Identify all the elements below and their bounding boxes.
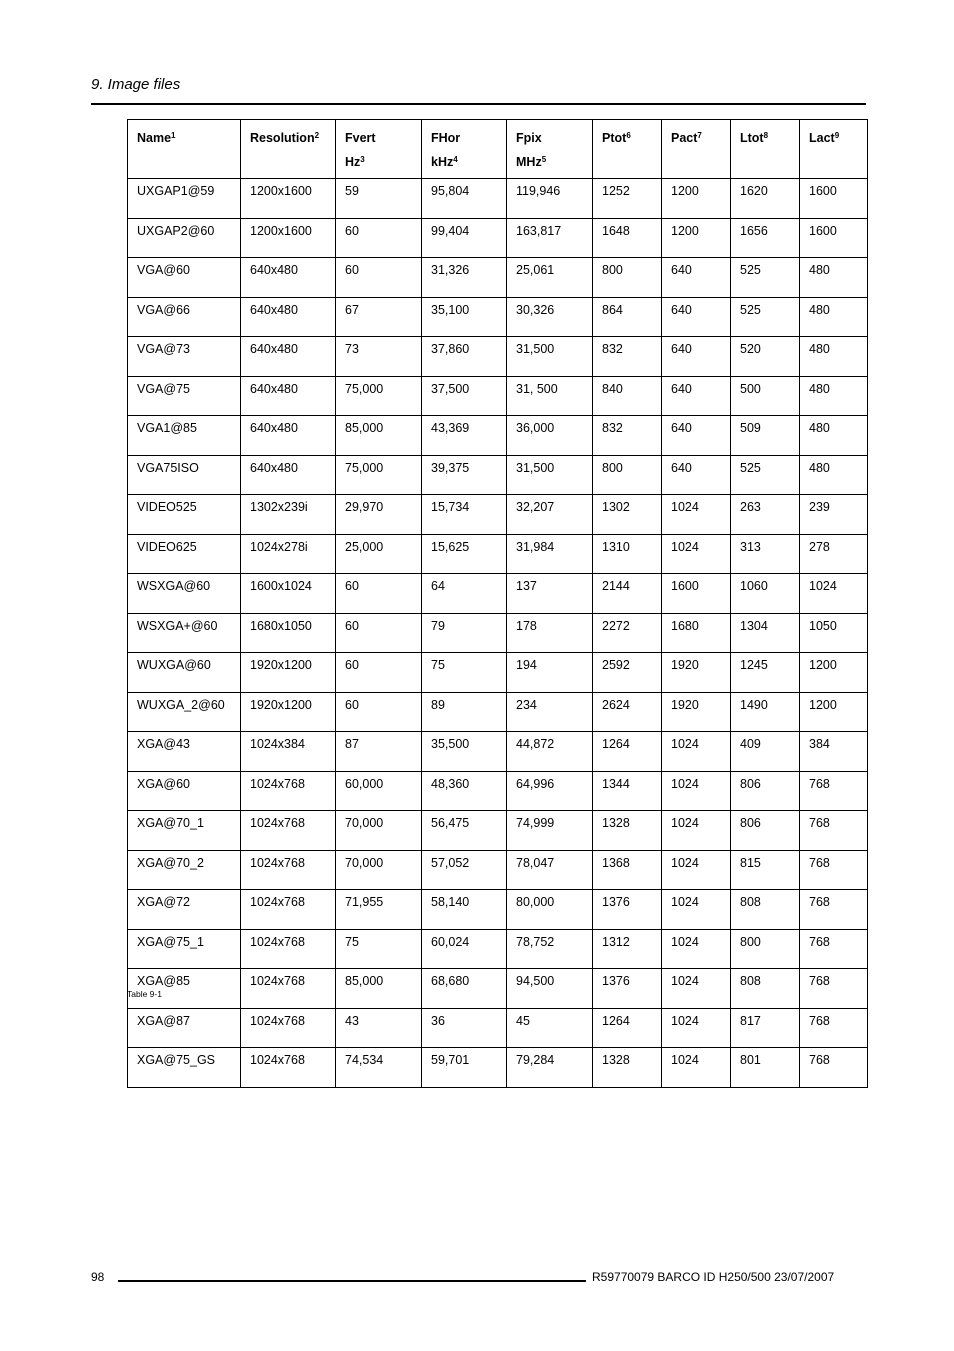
table-cell: 1328 (593, 811, 662, 851)
table-cell: 817 (731, 1008, 800, 1048)
table-cell: VGA@60 (128, 258, 241, 298)
table-row (128, 534, 868, 574)
table-cell: 56,475 (422, 811, 507, 851)
table-cell: 480 (800, 337, 868, 377)
table-cell: 2592 (593, 653, 662, 693)
table-cell: VIDEO525 (128, 495, 241, 535)
table-cell: 509 (731, 416, 800, 456)
table-cell: 800 (593, 455, 662, 495)
table-cell: 99,404 (422, 218, 507, 258)
column-header: Pact$^7$ (662, 120, 731, 179)
table-cell: 1600 (800, 179, 868, 219)
table-cell: 31,500 (507, 337, 593, 377)
table-cell: 35,500 (422, 732, 507, 772)
table-cell: 25,000 (336, 534, 422, 574)
table-cell: 1024 (662, 732, 731, 772)
table-cell: 640x480 (241, 416, 336, 456)
table-row (128, 653, 868, 693)
table-row (128, 850, 868, 890)
table-cell: 640x480 (241, 297, 336, 337)
table-cell: VIDEO625 (128, 534, 241, 574)
table-cell: VGA75ISO (128, 455, 241, 495)
table-cell: 640x480 (241, 455, 336, 495)
table-cell: 480 (800, 376, 868, 416)
table-cell: 1024x768 (241, 1008, 336, 1048)
table-cell: 80,000 (507, 890, 593, 930)
table-cell: XGA@87 (128, 1008, 241, 1048)
table-row (128, 1008, 868, 1048)
column-header: FHor kHz$^4$ (422, 120, 507, 179)
table-cell: 2144 (593, 574, 662, 614)
table-cell: 60 (336, 574, 422, 614)
table-cell: 85,000 (336, 969, 422, 1009)
table-cell: 640 (662, 337, 731, 377)
table-cell: 1024 (662, 811, 731, 851)
table-cell: 79 (422, 613, 507, 653)
table-cell: 59 (336, 179, 422, 219)
table-cell: 60 (336, 653, 422, 693)
table-cell: 1024x278i (241, 534, 336, 574)
table-cell: WSXGA@60 (128, 574, 241, 614)
table-cell: 78,752 (507, 929, 593, 969)
table-row (128, 613, 868, 653)
table-cell: 815 (731, 850, 800, 890)
table-cell: 1368 (593, 850, 662, 890)
table-cell: 525 (731, 297, 800, 337)
footer-divider (118, 1280, 586, 1282)
table-cell: 37,500 (422, 376, 507, 416)
table-cell: 31,984 (507, 534, 593, 574)
table-cell: 768 (800, 1008, 868, 1048)
table-caption: Table 9-1 (127, 989, 162, 999)
table-row (128, 179, 868, 219)
column-header: Fvert Hz$^3$ (336, 120, 422, 179)
table-cell: 1920x1200 (241, 692, 336, 732)
table-cell: 1920 (662, 653, 731, 693)
table-cell: 31, 500 (507, 376, 593, 416)
table-cell: 1252 (593, 179, 662, 219)
table-cell: VGA1@85 (128, 416, 241, 456)
table-cell: 313 (731, 534, 800, 574)
table-cell: UXGAP1@59 (128, 179, 241, 219)
table-cell: 500 (731, 376, 800, 416)
table-cell: 15,625 (422, 534, 507, 574)
table-cell: 25,061 (507, 258, 593, 298)
table-cell: XGA@85 (128, 969, 241, 1009)
table-cell: 1060 (731, 574, 800, 614)
table-cell: 60,000 (336, 771, 422, 811)
table-cell: 840 (593, 376, 662, 416)
table-cell: 768 (800, 969, 868, 1009)
table-cell: 1200 (662, 218, 731, 258)
chapter-title: 9. Image files (91, 76, 181, 93)
table-cell: 832 (593, 416, 662, 456)
table-cell: 1024 (662, 771, 731, 811)
table-cell: 480 (800, 297, 868, 337)
table-cell: 1024 (662, 929, 731, 969)
table-cell: 384 (800, 732, 868, 772)
table-cell: XGA@43 (128, 732, 241, 772)
table-cell: 48,360 (422, 771, 507, 811)
table-cell: 1024x768 (241, 929, 336, 969)
table-cell: 640 (662, 416, 731, 456)
table-cell: 36 (422, 1008, 507, 1048)
table-cell: 137 (507, 574, 593, 614)
table-cell: 73 (336, 337, 422, 377)
table-cell: 59,701 (422, 1048, 507, 1088)
table-cell: 1600x1024 (241, 574, 336, 614)
table-cell: 60,024 (422, 929, 507, 969)
table-cell: 1620 (731, 179, 800, 219)
page-number: 98 (91, 1270, 105, 1284)
table-cell: 1024x768 (241, 890, 336, 930)
table-cell: 1920x1200 (241, 653, 336, 693)
table-cell: 1024 (662, 890, 731, 930)
table-cell: 1376 (593, 890, 662, 930)
table-cell: 74,999 (507, 811, 593, 851)
image-files-table (127, 119, 868, 1088)
table-row (128, 890, 868, 930)
table-cell: 480 (800, 258, 868, 298)
table-cell: 640 (662, 258, 731, 298)
table-cell: 87 (336, 732, 422, 772)
table-cell: XGA@70_2 (128, 850, 241, 890)
table-cell: 832 (593, 337, 662, 377)
table-cell: 808 (731, 890, 800, 930)
table-cell: 2624 (593, 692, 662, 732)
column-header: Resolution$^2$ (241, 120, 336, 179)
table-cell: XGA@75_GS (128, 1048, 241, 1088)
table-cell: 768 (800, 929, 868, 969)
table-cell: VGA@66 (128, 297, 241, 337)
table-cell: 1648 (593, 218, 662, 258)
table-cell: 1656 (731, 218, 800, 258)
table-cell: 15,734 (422, 495, 507, 535)
table-cell: 29,970 (336, 495, 422, 535)
table-cell: 57,052 (422, 850, 507, 890)
table-cell: 194 (507, 653, 593, 693)
table-cell: 1200 (800, 653, 868, 693)
table-cell: XGA@72 (128, 890, 241, 930)
table-cell: 806 (731, 771, 800, 811)
table-cell: 1200 (662, 179, 731, 219)
table-cell: 67 (336, 297, 422, 337)
table-cell: 864 (593, 297, 662, 337)
table-cell: 60 (336, 692, 422, 732)
table-cell: 768 (800, 850, 868, 890)
table-row (128, 337, 868, 377)
table-row (128, 811, 868, 851)
table-cell: UXGAP2@60 (128, 218, 241, 258)
table-cell: 1024x768 (241, 969, 336, 1009)
table-cell: 1024 (662, 969, 731, 1009)
table-cell: 163,817 (507, 218, 593, 258)
table-row (128, 495, 868, 535)
table-row (128, 929, 868, 969)
table-cell: 1310 (593, 534, 662, 574)
table-cell: 640x480 (241, 337, 336, 377)
table-cell: 525 (731, 455, 800, 495)
table-cell: 79,284 (507, 1048, 593, 1088)
table-cell: 640x480 (241, 376, 336, 416)
table-cell: 234 (507, 692, 593, 732)
table-cell: 1024 (662, 495, 731, 535)
table-cell: 35,100 (422, 297, 507, 337)
table-row (128, 218, 868, 258)
table-cell: 800 (731, 929, 800, 969)
table-cell: 60 (336, 613, 422, 653)
table-cell: 95,804 (422, 179, 507, 219)
document-reference: R59770079 BARCO ID H250/500 23/07/2007 (592, 1270, 835, 1284)
column-header: Ltot$^8$ (731, 120, 800, 179)
table-cell: 768 (800, 771, 868, 811)
table-cell: 1600 (800, 218, 868, 258)
table-cell: 64 (422, 574, 507, 614)
table-cell: WUXGA@60 (128, 653, 241, 693)
table-cell: 278 (800, 534, 868, 574)
table-cell: 78,047 (507, 850, 593, 890)
table-cell: WUXGA_2@60 (128, 692, 241, 732)
table-cell: 1200 (800, 692, 868, 732)
table-cell: 30,326 (507, 297, 593, 337)
table-cell: 1200x1600 (241, 218, 336, 258)
table-cell: 1024 (662, 1048, 731, 1088)
table-cell: 89 (422, 692, 507, 732)
table-cell: 1302 (593, 495, 662, 535)
table-cell: 70,000 (336, 811, 422, 851)
column-header: Name$^1$ (128, 120, 241, 179)
table-row (128, 297, 868, 337)
table-cell: 58,140 (422, 890, 507, 930)
table-cell: 119,946 (507, 179, 593, 219)
table-cell: 806 (731, 811, 800, 851)
table-cell: 1328 (593, 1048, 662, 1088)
table-cell: 31,500 (507, 455, 593, 495)
table-cell: 2272 (593, 613, 662, 653)
table-cell: 71,955 (336, 890, 422, 930)
table-cell: XGA@70_1 (128, 811, 241, 851)
table-cell: XGA@60 (128, 771, 241, 811)
table-cell: 74,534 (336, 1048, 422, 1088)
table-cell: 1264 (593, 732, 662, 772)
table-cell: 800 (593, 258, 662, 298)
table-cell: 1680x1050 (241, 613, 336, 653)
table-row (128, 574, 868, 614)
table-cell: 525 (731, 258, 800, 298)
table-cell: 44,872 (507, 732, 593, 772)
table-cell: 37,860 (422, 337, 507, 377)
table-cell: 263 (731, 495, 800, 535)
column-header: Fpix MHz$^5$ (507, 120, 593, 179)
table-cell: 1024x768 (241, 850, 336, 890)
table-header-row (128, 120, 868, 179)
table-row (128, 376, 868, 416)
table-cell: 808 (731, 969, 800, 1009)
table-cell: 1024 (662, 534, 731, 574)
table-cell: 480 (800, 455, 868, 495)
table-row (128, 258, 868, 298)
table-cell: 1200x1600 (241, 179, 336, 219)
table-cell: 520 (731, 337, 800, 377)
table-row (128, 771, 868, 811)
table-cell: 1344 (593, 771, 662, 811)
table-cell: 1490 (731, 692, 800, 732)
table-cell: 1264 (593, 1008, 662, 1048)
table-cell: 1376 (593, 969, 662, 1009)
table-cell: 1024x768 (241, 1048, 336, 1088)
table-cell: VGA@73 (128, 337, 241, 377)
table-cell: 1920 (662, 692, 731, 732)
table-cell: 768 (800, 1048, 868, 1088)
table-cell: 75 (336, 929, 422, 969)
table-cell: 39,375 (422, 455, 507, 495)
table-row (128, 732, 868, 772)
table-cell: 45 (507, 1008, 593, 1048)
table-cell: 640 (662, 455, 731, 495)
table-cell: 60 (336, 218, 422, 258)
table-cell: 768 (800, 811, 868, 851)
table-cell: 1245 (731, 653, 800, 693)
table-cell: 239 (800, 495, 868, 535)
table-row (128, 416, 868, 456)
table-cell: 178 (507, 613, 593, 653)
table-row (128, 969, 868, 1009)
table-cell: 1680 (662, 613, 731, 653)
table-cell: 1024x768 (241, 771, 336, 811)
table-row (128, 1048, 868, 1088)
table-cell: 75,000 (336, 376, 422, 416)
column-header: Ptot$^6$ (593, 120, 662, 179)
table-cell: 85,000 (336, 416, 422, 456)
table-cell: 1024x768 (241, 811, 336, 851)
table-cell: 640 (662, 376, 731, 416)
table-cell: 1302x239i (241, 495, 336, 535)
table-body (128, 179, 868, 1088)
table-cell: 1600 (662, 574, 731, 614)
table-cell: 75 (422, 653, 507, 693)
table-cell: 60 (336, 258, 422, 298)
table-cell: 75,000 (336, 455, 422, 495)
table-cell: 70,000 (336, 850, 422, 890)
table-cell: 640x480 (241, 258, 336, 298)
table-cell: 32,207 (507, 495, 593, 535)
table-cell: 1024x384 (241, 732, 336, 772)
header-divider (91, 103, 866, 105)
table-row (128, 692, 868, 732)
table-cell: 31,326 (422, 258, 507, 298)
table-cell: 1024 (662, 850, 731, 890)
table-cell: 64,996 (507, 771, 593, 811)
table-cell: 480 (800, 416, 868, 456)
table-cell: 1024 (662, 1008, 731, 1048)
table-cell: WSXGA+@60 (128, 613, 241, 653)
table-cell: 43 (336, 1008, 422, 1048)
table-cell: 768 (800, 890, 868, 930)
table-cell: 640 (662, 297, 731, 337)
column-header: Lact$^9$ (800, 120, 868, 179)
table-cell: 1024 (800, 574, 868, 614)
table-cell: 801 (731, 1048, 800, 1088)
table-cell: 94,500 (507, 969, 593, 1009)
table-cell: 409 (731, 732, 800, 772)
table-row (128, 455, 868, 495)
table-cell: 1050 (800, 613, 868, 653)
table-cell: XGA@75_1 (128, 929, 241, 969)
table-cell: 68,680 (422, 969, 507, 1009)
table-cell: 1312 (593, 929, 662, 969)
table-cell: 1304 (731, 613, 800, 653)
table-cell: 43,369 (422, 416, 507, 456)
table-cell: VGA@75 (128, 376, 241, 416)
table-cell: 36,000 (507, 416, 593, 456)
